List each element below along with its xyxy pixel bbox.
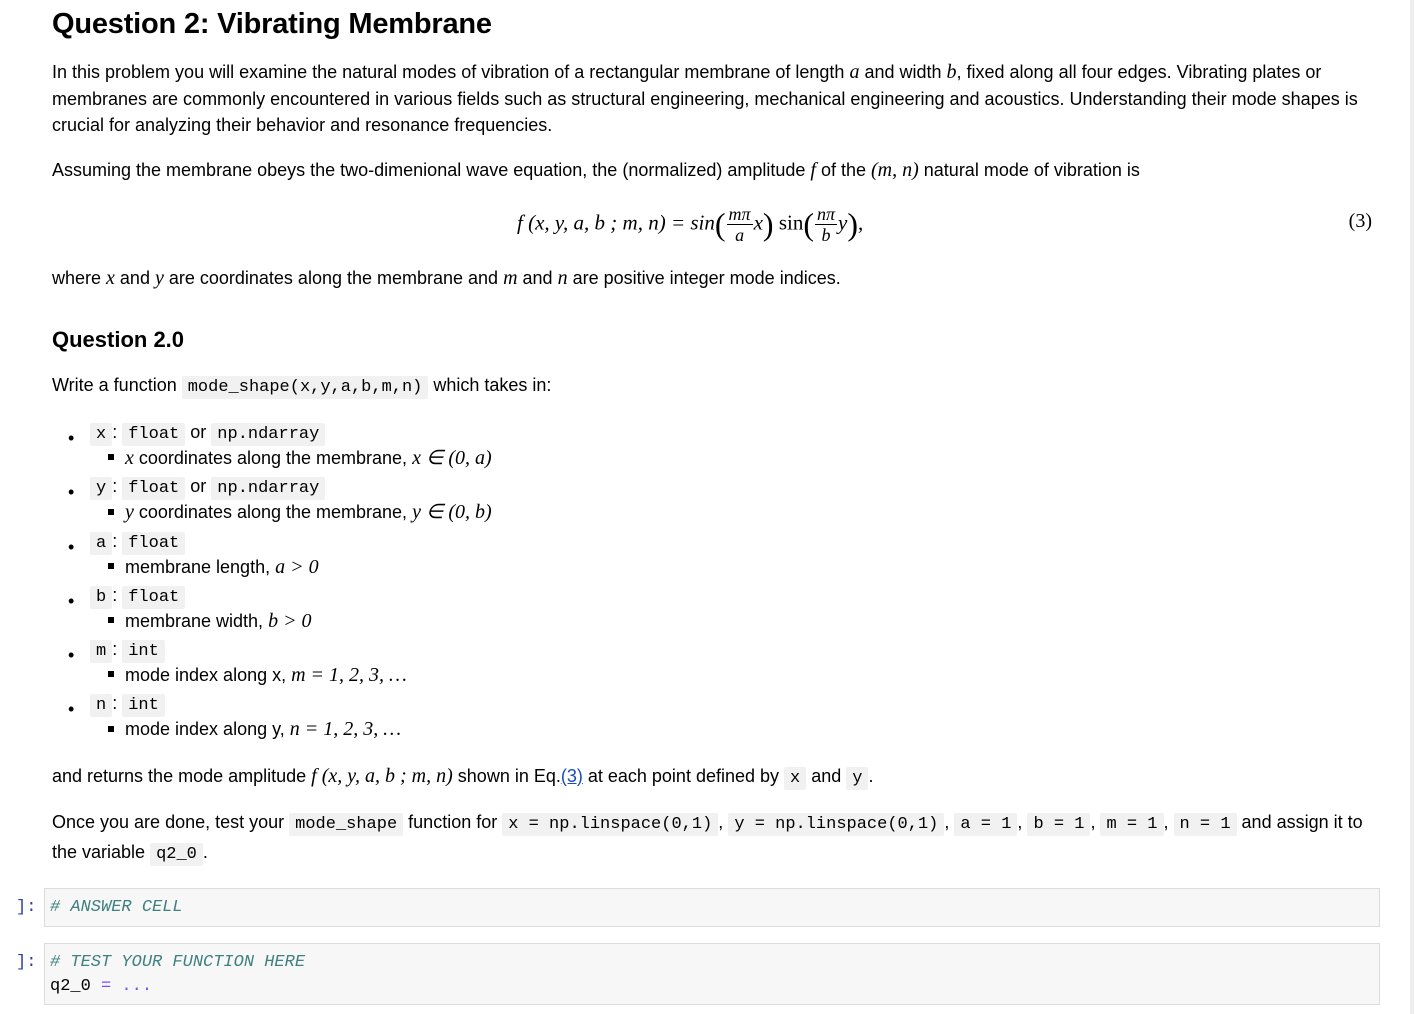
intro-text: and width — [859, 62, 947, 82]
square-bullet-icon — [108, 454, 114, 460]
returns-text: at each point defined by — [582, 766, 785, 786]
write-text: Write a function — [52, 375, 182, 395]
bullet-icon: • — [68, 428, 75, 448]
bullet-icon: • — [68, 699, 75, 720]
equation-number: (3) — [1348, 210, 1372, 232]
param-colon: : — [112, 584, 118, 605]
where-text: and — [114, 268, 155, 288]
code-editor[interactable] — [45, 944, 1379, 1006]
param-description — [108, 716, 401, 742]
inline-code-variable: q2_0 — [150, 843, 203, 866]
inline-code-m-assign: m = 1 — [1100, 813, 1163, 836]
bullet-icon: • — [68, 482, 75, 503]
math-domain: y ∈ (0, b) — [412, 501, 492, 524]
separator: , — [1090, 812, 1096, 832]
fraction-n-pi-over-b — [815, 204, 837, 245]
inline-code-a-assign: a = 1 — [954, 813, 1017, 836]
param-type: int — [122, 694, 165, 717]
math-constraint: n = 1, 2, 3, … — [289, 718, 402, 741]
math-mode-pair: (m, n) — [871, 159, 919, 181]
param-colon: : — [112, 422, 118, 442]
math-constraint: a > 0 — [275, 555, 319, 578]
math-constraint: m = 1, 2, 3, … — [291, 664, 407, 687]
returns-text: and — [806, 766, 847, 786]
answer-code-cell[interactable] — [44, 888, 1380, 927]
param-description — [108, 499, 492, 525]
math-domain: x ∈ (0, a) — [412, 447, 492, 469]
where-text: and — [517, 268, 558, 288]
math-a: a — [849, 61, 860, 83]
intro-text: , fixed along all four edges. Vibrating plates or membranes are commonly encountered in various fields such as structural engineering, mechanical engineering and acoustics. Understanding their mode shapes is crucial for analyzing their behavior and resonance frequencies. — [52, 62, 1358, 135]
math-x: x — [106, 267, 115, 289]
equation-lhs: f (x, y, a, b ; m, n) = sin — [517, 210, 715, 235]
assumption-paragraph — [52, 157, 1140, 184]
param-desc-text: membrane width, — [125, 610, 269, 631]
equation-comma: , — [858, 210, 864, 235]
paren-open: ( — [714, 206, 726, 242]
separator: , — [1163, 812, 1169, 832]
square-bullet-icon — [108, 726, 114, 732]
test-text: function for — [403, 812, 503, 832]
inline-code-x-assign: x = np.linspace(0,1) — [502, 813, 718, 836]
param-type: float — [122, 477, 185, 500]
param-description — [108, 662, 407, 688]
returns-text: shown in Eq. — [452, 766, 561, 786]
separator: , — [718, 812, 724, 832]
assumption-text: Assuming the membrane obeys the two-dimenional wave equation, the (normalized) amplitude — [52, 160, 811, 180]
param-type: float — [122, 586, 185, 609]
param-name: a — [90, 532, 112, 555]
paren-close: ) — [762, 206, 774, 242]
param-desc-text: mode index along x, — [125, 665, 292, 686]
bullet-icon: • — [68, 645, 75, 666]
fraction-m-pi-over-a — [727, 204, 753, 245]
fraction-numerator: nπ — [816, 204, 836, 224]
inline-code-b-assign: b = 1 — [1027, 813, 1090, 836]
inline-code-x: x — [784, 767, 806, 790]
paren-open: ( — [803, 206, 814, 242]
scrollbar[interactable] — [1410, 0, 1414, 1014]
function-signature: mode_shape(x,y,a,b,m,n) — [182, 376, 429, 399]
param-type: float — [122, 532, 185, 555]
fraction-denominator: b — [821, 225, 831, 245]
assumption-text: natural mode of vibration is — [918, 160, 1140, 180]
fraction-denominator: a — [735, 225, 745, 245]
equation-3 — [52, 192, 1372, 252]
subheading: Question 2.0 — [52, 327, 185, 352]
test-paragraph — [52, 809, 1367, 868]
inline-code-n-assign: n = 1 — [1174, 813, 1237, 836]
math-f: f — [810, 159, 816, 181]
cell-prompt: ]: — [16, 953, 37, 972]
write-paragraph — [52, 372, 551, 402]
equation-var-x: x — [753, 210, 763, 235]
fraction-numerator: mπ — [728, 204, 751, 224]
cell-prompt: ]: — [16, 898, 37, 917]
param-name: b — [90, 586, 112, 609]
param-description — [108, 554, 319, 580]
intro-paragraph — [52, 59, 1367, 139]
param-desc-text: mode index along y, — [125, 719, 290, 740]
math-y: y — [154, 267, 164, 289]
param-colon: : — [112, 530, 118, 551]
returns-text: . — [868, 766, 874, 786]
test-code-cell[interactable] — [44, 943, 1380, 1005]
param-desc-text: coordinates along the membrane, — [133, 502, 413, 523]
param-description — [108, 445, 492, 471]
test-text: . — [202, 841, 208, 862]
equation-sin: sin — [778, 210, 804, 235]
where-text: where — [52, 268, 107, 288]
inline-code-y: y — [846, 767, 868, 790]
param-name: m — [90, 640, 112, 663]
param-type: np.ndarray — [211, 477, 325, 500]
separator: , — [1017, 812, 1023, 832]
equation-reference-link[interactable]: (3) — [560, 766, 583, 786]
square-bullet-icon — [108, 563, 114, 569]
square-bullet-icon — [108, 671, 114, 677]
returns-paragraph — [52, 763, 873, 793]
param-description — [108, 608, 312, 634]
code-variable: q2_0 — [50, 977, 91, 996]
assumption-text: of the — [815, 160, 872, 180]
param-type: int — [122, 640, 165, 663]
test-text: Once you are done, test your — [52, 812, 290, 832]
param-colon: : — [112, 476, 118, 497]
equation-var-y: y — [838, 210, 848, 235]
code-comment: # TEST YOUR FUNCTION HERE — [50, 953, 306, 972]
code-comment: # ANSWER CELL — [50, 898, 183, 917]
where-paragraph — [52, 265, 841, 292]
param-name: y — [90, 477, 112, 500]
write-text: which takes in: — [428, 375, 552, 395]
math-b: b — [946, 61, 957, 83]
code-ellipsis: ... — [121, 977, 153, 996]
math-f: f (x, y, a, b ; m, n) — [311, 765, 453, 787]
bullet-icon: • — [68, 590, 75, 611]
math-y: y — [125, 501, 134, 524]
square-bullet-icon — [108, 617, 114, 623]
math-x: x — [125, 447, 134, 469]
param-colon: : — [112, 639, 118, 660]
param-name: x — [90, 423, 112, 446]
code-operator: = — [101, 977, 112, 996]
math-constraint: b > 0 — [268, 609, 312, 632]
square-bullet-icon — [108, 509, 114, 515]
math-m: m — [503, 267, 518, 289]
code-editor[interactable] — [45, 889, 1379, 927]
param-type: float — [122, 423, 185, 446]
param-colon: : — [112, 693, 118, 714]
intro-text: In this problem you will examine the natural modes of vibration of a rectangular membrane of length — [52, 62, 850, 82]
param-or: or — [190, 422, 207, 442]
where-text: are positive integer mode indices. — [567, 268, 841, 288]
where-text: are coordinates along the membrane and — [163, 268, 504, 288]
paren-close: ) — [847, 206, 858, 242]
equation-body — [517, 204, 863, 245]
separator: , — [944, 812, 950, 832]
param-desc-text: membrane length, — [125, 556, 276, 577]
param-type: np.ndarray — [211, 423, 325, 446]
bullet-icon: • — [68, 536, 75, 557]
param-or: or — [190, 476, 207, 497]
param-desc-text: coordinates along the membrane, — [133, 448, 413, 468]
page-title: Question 2: Vibrating Membrane — [52, 8, 492, 40]
inline-code-y-assign: y = np.linspace(0,1) — [728, 813, 944, 836]
inline-code-function: mode_shape — [289, 813, 403, 836]
test-text: and assign it to the variable — [52, 812, 1363, 862]
returns-text: and returns the mode amplitude — [52, 766, 312, 786]
param-name: n — [90, 694, 112, 717]
math-n: n — [557, 267, 568, 289]
